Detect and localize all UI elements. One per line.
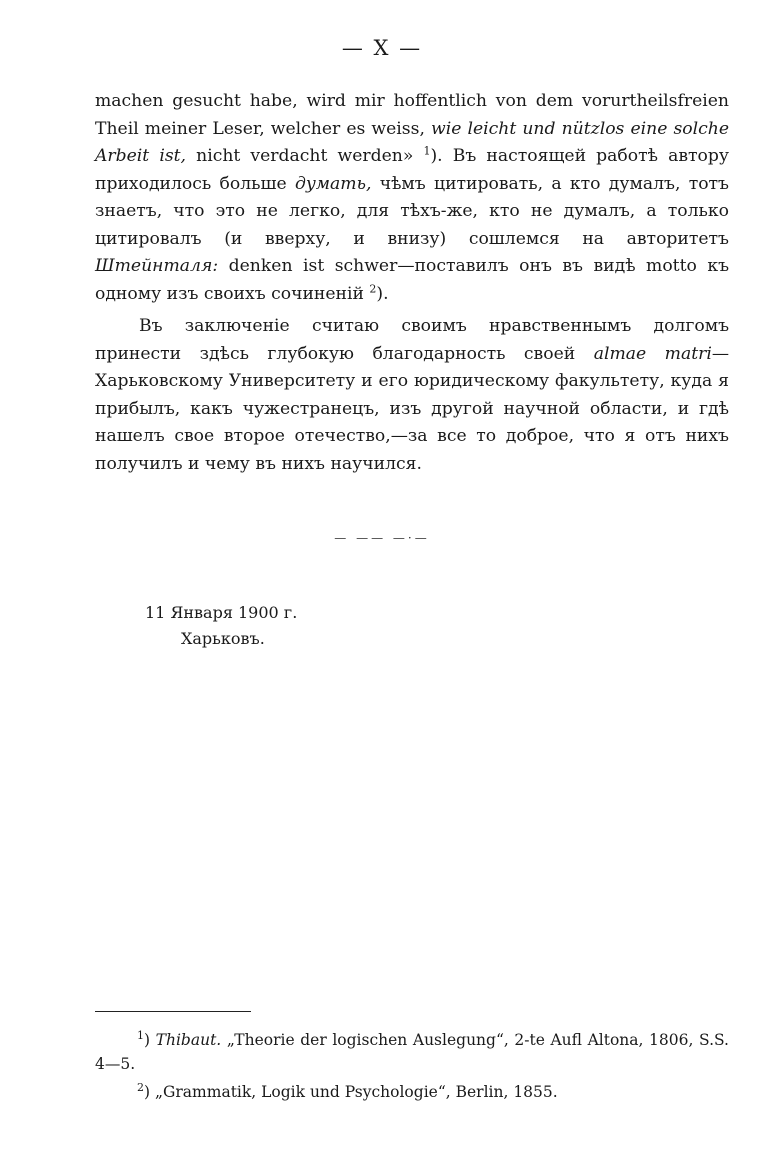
footnote-1: $^1$) Thibaut. „Theorie der logischen Auslegung“, 2-te Aufl Altona, 1806, S.S. 4—5.: [95, 1028, 729, 1073]
footnote-author: Thibaut.: [155, 1031, 222, 1049]
footnote-ref-2: 2: [369, 281, 377, 295]
text-run: —Харьковскому Университету и его юридическому факультету, куда я прибылъ, какъ чужестранецъ, изъ другой научной области, и гдѣ нашелъ свое второе отечество,—за все то доброе, что я отъ нихъ получилъ и чему въ нихъ научился.: [95, 343, 730, 474]
footnotes: [95, 1028, 729, 1104]
italic-word: думать,: [294, 173, 372, 194]
footnote-ref-1: 1: [423, 144, 431, 158]
text-run: ). Въ настоящей работѣ автору приходилось больше: [95, 146, 729, 194]
footnote-text: „Grammatik, Logik und Psychologie“, Berlin, 1855.: [150, 1083, 558, 1101]
page-number: — X —: [341, 36, 423, 60]
text-run: ).: [376, 283, 389, 304]
footnote-divider: [95, 1011, 251, 1012]
footnote-text: „Theorie der logischen Auslegung“, 2-te Aufl Altona, 1806, S.S. 4—5.: [95, 1031, 729, 1073]
footnote-2: $^2$) „Grammatik, Logik und Psychologie“, Berlin, 1855.: [137, 1080, 558, 1101]
text-run: denken ist schwer—поставилъ онъ въ видѣ motto къ одному изъ своихъ сочиненій: [95, 256, 729, 304]
signature-block: [145, 600, 297, 652]
text-run: nicht verdacht werden»: [186, 146, 424, 166]
body-paragraph-1: [95, 88, 729, 308]
signature-date: 11 Января 1900 г.: [145, 603, 298, 622]
text-run: Въ заключеніе считаю своимъ нравственнымъ долгомъ принести здѣсь глубокую благодарность своей: [95, 316, 729, 364]
footnote-mark: 1: [137, 1028, 144, 1042]
text-run: machen gesucht habe, wird mir hoffentlich von dem vorurtheilsfreien Theil meiner Leser, welcher es weiss,: [95, 91, 729, 139]
section-ornament: — —— —·—: [334, 531, 430, 545]
italic-latin: almae matri: [593, 343, 712, 364]
text-run: чѣмъ цитировать, а кто думалъ, тотъ знаетъ, что это не легко, для тѣхъ-же, кто не думалъ, а только цитировалъ (и вверху, и внизу) сошлемся на авторитетъ: [95, 173, 729, 249]
italic-name: Штейнталя:: [95, 256, 219, 276]
signature-place: Харьковъ.: [181, 629, 265, 648]
italic-quote: wie leicht und nützlos eine solche Arbeit ist,: [95, 118, 729, 166]
body-paragraph-2: [95, 313, 729, 478]
footnote-mark: 2: [137, 1080, 144, 1094]
